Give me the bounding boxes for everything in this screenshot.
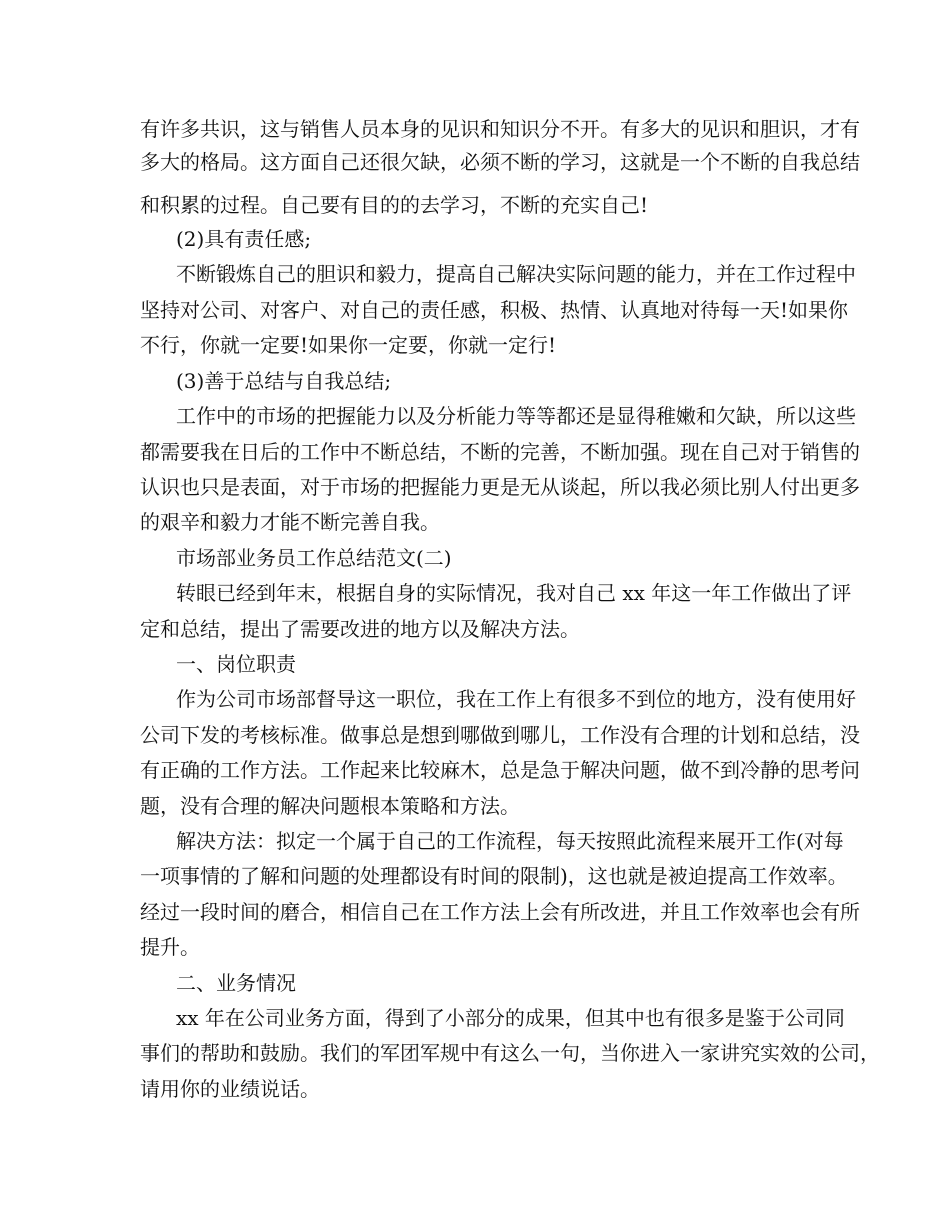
text-line: 坚持对公司、对客户、对自己的责任感，积极、热情、认真地对待每一天!如果你: [140, 298, 849, 322]
text-line: 的艰辛和毅力才能不断完善自我。: [140, 510, 440, 534]
text-line: 定和总结，提出了需要改进的地方以及解决方法。: [140, 617, 580, 641]
text-line: 公司下发的考核标准。做事总是想到哪做到哪儿，工作没有合理的计划和总结，没: [140, 723, 860, 747]
text-line: 一项事情的了解和问题的处理都设有时间的限制)，这也就是被迫提高工作效率。: [140, 864, 848, 888]
list-heading: (2)具有责任感;: [176, 227, 312, 251]
text-line: 不断锻炼自己的胆识和毅力，提高自己解决实际问题的能力，并在工作过程中: [176, 262, 856, 286]
section-heading: 二、业务情况: [176, 971, 296, 995]
text-line: 提升。: [140, 935, 200, 959]
text-line: 和积累的过程。自己要有目的的去学习，不断的充实自己!: [140, 193, 649, 217]
text-line: 经过一段时间的磨合，相信自己在工作方法上会有所改进，并且工作效率也会有所: [140, 900, 860, 924]
list-heading: (3)善于总结与自我总结;: [176, 369, 392, 393]
text-line: 转眼已经到年末，根据自身的实际情况，我对自己 xx 年这一年工作做出了评: [176, 581, 852, 605]
text-line: 请用你的业绩说话。: [140, 1077, 320, 1101]
text-line: 多大的格局。这方面自己还很欠缺，必须不断的学习，这就是一个不断的自我总结: [140, 150, 860, 174]
text-line: 事们的帮助和鼓励。我们的军团军规中有这么一句，当你进入一家讲究实效的公司，: [140, 1041, 880, 1065]
text-line: 题，没有合理的解决问题根本策略和方法。: [140, 794, 520, 818]
section-heading: 一、岗位职责: [176, 652, 296, 676]
section-title: 市场部业务员工作总结范文(二): [176, 546, 452, 570]
text-line: 有正确的工作方法。工作起来比较麻木，总是急于解决问题，做不到冷静的思考问: [140, 758, 860, 782]
text-line: 认识也只是表面，对于市场的把握能力更是无从谈起，所以我必须比别人付出更多: [140, 475, 860, 499]
text-line: xx 年在公司业务方面，得到了小部分的成果，但其中也有很多是鉴于公司同: [176, 1006, 845, 1030]
text-line: 有许多共识，这与销售人员本身的见识和知识分不开。有多大的见识和胆识，才有: [140, 117, 860, 141]
text-line: 工作中的市场的把握能力以及分析能力等等都还是显得稚嫩和欠缺，所以这些: [176, 404, 856, 428]
text-line: 作为公司市场部督导这一职位，我在工作上有很多不到位的地方，没有使用好: [176, 687, 856, 711]
text-line: 不行，你就一定要!如果你一定要，你就一定行!: [140, 333, 557, 357]
text-line: 都需要我在日后的工作中不断总结，不断的完善，不断加强。现在自己对于销售的: [140, 440, 860, 464]
text-line: 解决方法：拟定一个属于自己的工作流程，每天按照此流程来展开工作(对每: [176, 829, 844, 853]
